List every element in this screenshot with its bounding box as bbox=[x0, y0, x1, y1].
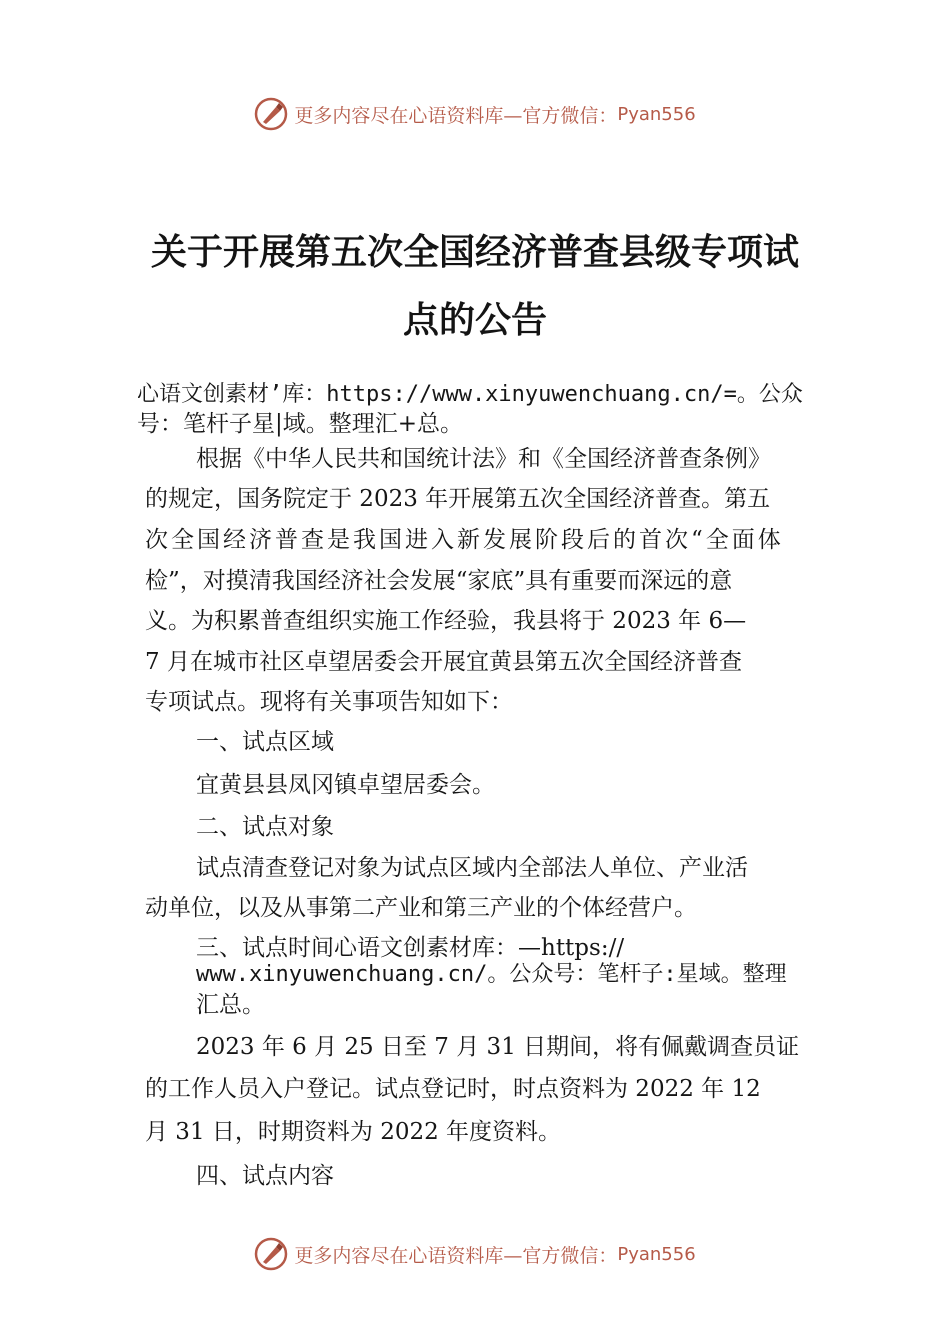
section-heading: 二、试点对象 bbox=[196, 814, 334, 840]
section-heading: 汇总。 bbox=[196, 992, 265, 1018]
source-note-line: 心语文创素材’库：https://www.xinyuwenchuang.cn/=。公众 bbox=[137, 382, 803, 407]
watermark-wechat-id: Pyan556 bbox=[617, 1243, 696, 1265]
paragraph-line: 义。为积累普查组织实施工作经验，我县将于 2023 年 6— bbox=[145, 608, 747, 634]
paragraph-line: 动单位，以及从事第二产业和第三产业的个体经营户。 bbox=[145, 895, 697, 921]
paragraph-line: 根据《中华人民共和国统计法》和《全国经济普查条例》 bbox=[196, 446, 771, 472]
section-heading: www.xinyuwenchuang.cn/。公众号：笔杆子:星域。整理 bbox=[196, 962, 787, 987]
source-note-line: 号：笔杆子星|域。整理汇+总。 bbox=[137, 411, 464, 437]
paragraph-line: 2023 年 6 月 25 日至 7 月 31 日期间，将有佩戴调查员证 bbox=[196, 1034, 800, 1060]
paragraph-line: 7 月在城市社区卓望居委会开展宜黄县第五次全国经济普查 bbox=[145, 649, 742, 675]
section-heading: 一、试点区域 bbox=[196, 729, 334, 755]
paragraph-line: 试点清查登记对象为试点区域内全部法人单位、产业活 bbox=[196, 855, 748, 881]
paragraph-line: 宜黄县县凤冈镇卓望居委会。 bbox=[196, 772, 495, 798]
pen-nib-logo-icon bbox=[254, 97, 288, 131]
section-heading: 三、试点时间心语文创素材库：—https:// bbox=[196, 935, 625, 961]
paragraph-line: 月 31 日，时期资料为 2022 年度资料。 bbox=[145, 1119, 562, 1145]
watermark-banner-top bbox=[0, 97, 950, 131]
paragraph-line: 次全国经济普查是我国进入新发展阶段后的首次“全面体 bbox=[145, 527, 784, 553]
watermark-site-text: 更多内容尽在心语资料库—官方微信： bbox=[294, 104, 618, 127]
document-title-line-2: 点的公告 bbox=[402, 299, 547, 341]
paragraph-line: 专项试点。现将有关事项告知如下： bbox=[145, 689, 513, 715]
document-title-line-1: 关于开展第五次全国经济普查县级专项试 bbox=[150, 231, 799, 273]
paragraph-line: 检”，对摸清我国经济社会发展“家底”具有重要而深远的意 bbox=[145, 568, 733, 594]
paragraph-line: 的规定，国务院定于 2023 年开展第五次全国经济普查。第五 bbox=[145, 486, 771, 512]
section-heading: 四、试点内容 bbox=[196, 1163, 334, 1189]
watermark-banner-bottom bbox=[0, 1237, 950, 1271]
watermark-site-text: 更多内容尽在心语资料库—官方微信： bbox=[294, 1244, 618, 1267]
pen-nib-logo-icon bbox=[254, 1237, 288, 1271]
paragraph-line: 的工作人员入户登记。试点登记时，时点资料为 2022 年 12 bbox=[145, 1076, 761, 1102]
watermark-wechat-id: Pyan556 bbox=[617, 103, 696, 125]
